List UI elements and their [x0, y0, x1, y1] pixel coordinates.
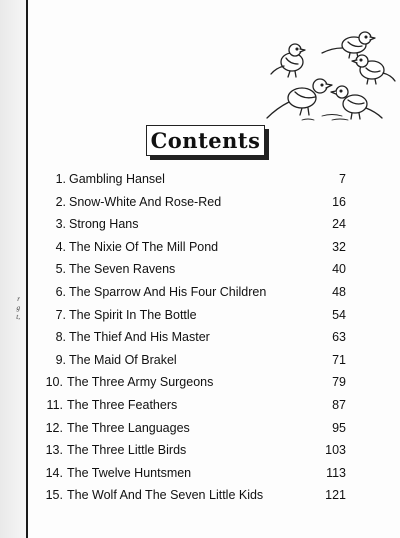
page-number: 79 [332, 375, 346, 390]
margin-text-line: g [16, 304, 20, 312]
chapter-number: 2. [55, 194, 66, 209]
chapter-number: 15. [45, 488, 63, 503]
gutter-line [26, 0, 28, 538]
chapter-number: 4. [55, 239, 66, 254]
chapter-title: The Three Army Surgeons [67, 375, 214, 390]
chapter-number: 13. [45, 443, 63, 458]
chapter-number: 8. [55, 330, 66, 345]
chapter-title: Gambling Hansel [69, 172, 165, 186]
page-title: Contents [150, 128, 261, 153]
toc-entry [46, 213, 356, 236]
page-number: 16 [332, 194, 346, 209]
toc-entry [46, 168, 356, 191]
margin-text-line: r [17, 295, 20, 303]
bird-icon [322, 32, 375, 58]
page-number: 95 [332, 420, 346, 435]
chapter-title: The Seven Ravens [69, 262, 176, 277]
toc-entry [46, 191, 356, 214]
chapter-number: 14. [45, 465, 63, 480]
page-number: 48 [332, 284, 346, 299]
chapter-title: The Three Feathers [67, 397, 178, 412]
chapter-title: The Three Languages [67, 420, 190, 435]
page-number: 7 [339, 172, 346, 186]
toc-entry [46, 371, 356, 394]
chapter-title: The Twelve Huntsmen [67, 465, 192, 480]
toc-entry [46, 258, 356, 281]
chapter-title: The Thief And His Master [69, 330, 210, 345]
chapter-title: Strong Hans [69, 217, 139, 232]
page-number: 121 [325, 488, 346, 503]
page-number: 71 [332, 352, 346, 367]
margin-text-line: t, [16, 313, 20, 321]
bird-icon [352, 55, 395, 84]
toc-entry [46, 236, 356, 259]
bird-icon [331, 86, 382, 119]
toc-entry [46, 417, 356, 440]
facing-page-text [2, 295, 20, 322]
table-of-contents [46, 168, 356, 507]
chapter-title: The Wolf And The Seven Little Kids [67, 488, 264, 503]
toc-entry [46, 484, 356, 507]
toc-entry [46, 394, 356, 417]
chapter-title: The Three Little Birds [67, 443, 187, 458]
toc-entry [46, 349, 356, 372]
toc-entry [46, 281, 356, 304]
chapter-number: 7. [55, 307, 66, 322]
page-number: 24 [332, 217, 346, 232]
toc-entry [46, 462, 356, 485]
bird-icon [271, 44, 305, 77]
toc-entry [46, 439, 356, 462]
page-number: 103 [325, 443, 346, 458]
contents-title-box [146, 125, 265, 156]
toc-entry [46, 326, 356, 349]
page-number: 63 [332, 330, 346, 345]
chapter-title: The Maid Of Brakel [69, 352, 177, 367]
chapter-title: The Nixie Of The Mill Pond [69, 239, 219, 254]
page-number: 54 [332, 307, 346, 322]
page-gutter [0, 0, 26, 538]
chapter-number: 6. [55, 284, 66, 299]
chapter-number: 11. [46, 397, 63, 412]
birds-illustration [262, 30, 397, 125]
chapter-title: Snow-White And Rose-Red [69, 194, 222, 209]
chapter-number: 10. [45, 375, 63, 390]
chapter-number: 12. [45, 420, 63, 435]
chapter-number: 3. [55, 217, 66, 232]
chapter-number: 9. [55, 352, 66, 367]
chapter-title: The Spirit In The Bottle [69, 307, 197, 322]
page-number: 40 [332, 262, 346, 277]
page-number: 32 [332, 239, 346, 254]
page-number: 113 [326, 465, 346, 480]
bird-icon [267, 79, 332, 118]
page-number: 87 [332, 397, 346, 412]
chapter-number: 1. [55, 172, 66, 186]
chapter-title: The Sparrow And His Four Children [69, 284, 267, 299]
toc-entry [46, 304, 356, 327]
chapter-number: 5. [55, 262, 66, 277]
